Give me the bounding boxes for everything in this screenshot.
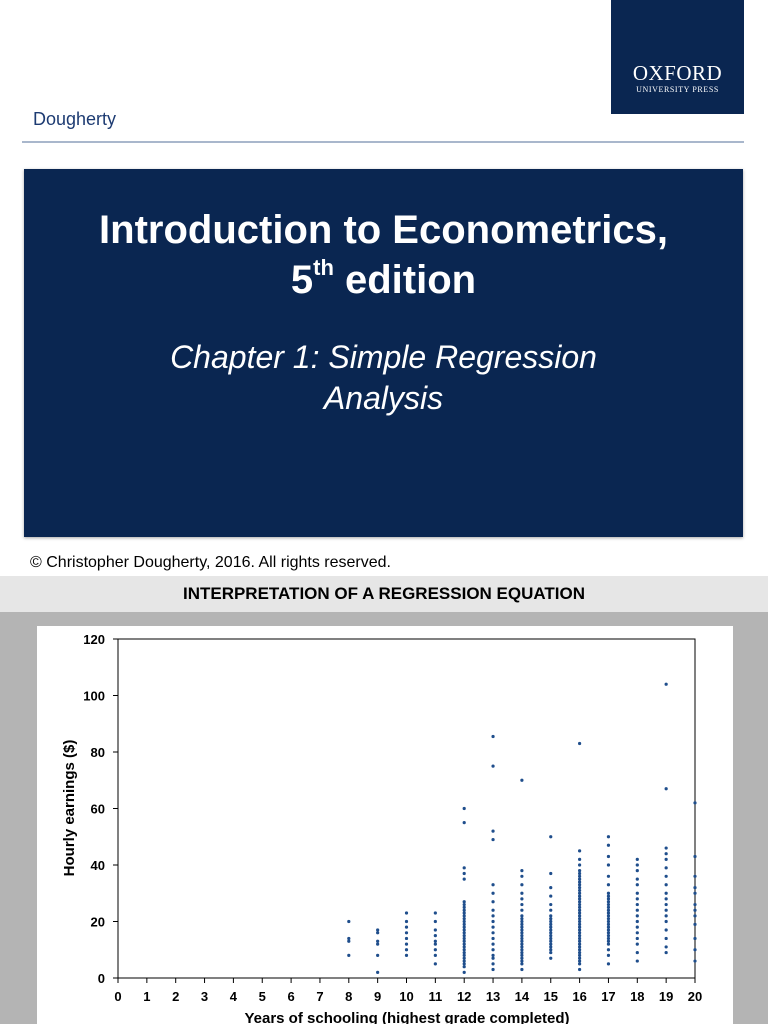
data-point (549, 894, 552, 897)
data-point (693, 948, 696, 951)
data-point (549, 914, 552, 917)
data-point (607, 920, 610, 923)
data-point (491, 900, 494, 903)
data-point (607, 948, 610, 951)
data-point (578, 957, 581, 960)
data-point (491, 892, 494, 895)
data-point (376, 931, 379, 934)
data-point (520, 909, 523, 912)
data-point (405, 920, 408, 923)
data-point (405, 911, 408, 914)
data-point (549, 934, 552, 937)
data-point (636, 863, 639, 866)
data-point (463, 900, 466, 903)
y-tick-label: 100 (83, 688, 105, 704)
data-point (607, 943, 610, 946)
chart-panel (37, 626, 733, 1024)
chapter-title-line2: Analysis (323, 380, 444, 416)
data-point (665, 928, 668, 931)
data-point (665, 909, 668, 912)
data-point (607, 911, 610, 914)
data-point (463, 878, 466, 881)
book-title-line2 (24, 255, 743, 305)
data-point (636, 878, 639, 881)
data-point (491, 883, 494, 886)
chapter-title (24, 337, 743, 419)
data-point (665, 945, 668, 948)
data-point (520, 962, 523, 965)
data-point (549, 943, 552, 946)
data-point (636, 926, 639, 929)
data-point (463, 962, 466, 965)
data-point (636, 959, 639, 962)
edition-word: edition (333, 258, 477, 302)
data-point (463, 928, 466, 931)
data-point (491, 914, 494, 917)
data-point (434, 911, 437, 914)
x-tick-label: 10 (399, 989, 414, 1004)
x-tick-label: 17 (601, 989, 616, 1004)
data-point (491, 830, 494, 833)
data-point (636, 920, 639, 923)
data-point (347, 920, 350, 923)
data-point (520, 914, 523, 917)
data-point (520, 959, 523, 962)
x-tick-label: 1 (143, 989, 151, 1004)
data-point (549, 835, 552, 838)
data-point (693, 937, 696, 940)
data-point (665, 852, 668, 855)
data-point (693, 875, 696, 878)
y-axis-ticks (83, 632, 118, 986)
data-point (520, 943, 523, 946)
data-point (434, 934, 437, 937)
data-point (636, 914, 639, 917)
x-tick-label: 9 (374, 989, 382, 1004)
data-point (549, 937, 552, 940)
data-point (607, 914, 610, 917)
data-point (549, 909, 552, 912)
data-point (607, 937, 610, 940)
data-point (607, 923, 610, 926)
chapter-title-line1: Chapter 1: Simple Regression (170, 339, 597, 375)
data-point (578, 923, 581, 926)
data-point (347, 954, 350, 957)
data-point (578, 869, 581, 872)
data-point (578, 940, 581, 943)
author-name: Dougherty (33, 109, 117, 129)
data-point (607, 900, 610, 903)
data-point (693, 801, 696, 804)
x-tick-label: 20 (687, 989, 703, 1004)
data-point (463, 821, 466, 824)
data-point (607, 934, 610, 937)
data-point (693, 886, 696, 889)
data-point (607, 897, 610, 900)
data-point (578, 872, 581, 875)
data-point (636, 897, 639, 900)
data-point (463, 945, 466, 948)
data-point (607, 894, 610, 897)
data-point (578, 886, 581, 889)
data-point (463, 917, 466, 920)
data-point (463, 954, 466, 957)
data-point (434, 943, 437, 946)
data-point (607, 855, 610, 858)
data-point (549, 948, 552, 951)
data-point (636, 951, 639, 954)
data-point (665, 683, 668, 686)
data-point (549, 886, 552, 889)
data-point (665, 787, 668, 790)
data-point (405, 926, 408, 929)
data-point (693, 892, 696, 895)
x-tick-label: 7 (316, 989, 324, 1004)
data-point (578, 954, 581, 957)
data-point (636, 858, 639, 861)
data-point (578, 920, 581, 923)
data-point (578, 943, 581, 946)
data-point (578, 892, 581, 895)
data-point (693, 923, 696, 926)
data-point (520, 948, 523, 951)
x-tick-label: 12 (456, 989, 472, 1004)
data-point (491, 957, 494, 960)
data-point (549, 957, 552, 960)
data-point (636, 943, 639, 946)
data-point (491, 909, 494, 912)
data-point (520, 931, 523, 934)
data-point (405, 931, 408, 934)
data-point (405, 954, 408, 957)
x-axis-label: Years of schooling (highest grade completed) (244, 1010, 570, 1024)
data-point (463, 926, 466, 929)
header-divider (22, 141, 744, 143)
data-point (491, 735, 494, 738)
data-point (549, 928, 552, 931)
data-point (665, 875, 668, 878)
data-point (463, 951, 466, 954)
data-point (578, 914, 581, 917)
data-point (434, 948, 437, 951)
data-point (463, 906, 466, 909)
data-point (578, 875, 581, 878)
data-point (578, 926, 581, 929)
x-axis-ticks (114, 978, 702, 1004)
data-point (520, 892, 523, 895)
data-point (520, 926, 523, 929)
data-point (549, 945, 552, 948)
data-point (549, 917, 552, 920)
data-point (607, 909, 610, 912)
data-point (463, 914, 466, 917)
data-point (491, 954, 494, 957)
data-point (607, 928, 610, 931)
data-point (636, 931, 639, 934)
data-point (549, 920, 552, 923)
data-point (491, 765, 494, 768)
data-point (463, 909, 466, 912)
data-point (636, 892, 639, 895)
data-point (578, 897, 581, 900)
data-point (463, 934, 466, 937)
data-point (636, 883, 639, 886)
data-point (347, 940, 350, 943)
data-point (463, 943, 466, 946)
edition-number: 5 (290, 258, 314, 302)
x-tick-label: 5 (258, 989, 266, 1004)
data-point (665, 892, 668, 895)
data-point (607, 875, 610, 878)
data-point (347, 937, 350, 940)
book-title-line1: Introduction to Econometrics, (99, 208, 668, 252)
data-point (578, 962, 581, 965)
data-point (491, 962, 494, 965)
data-point (549, 923, 552, 926)
x-tick-label: 13 (485, 989, 501, 1004)
data-point (463, 807, 466, 810)
y-axis-label: Hourly earnings ($) (61, 739, 78, 877)
x-tick-label: 11 (428, 989, 443, 1004)
x-tick-label: 2 (172, 989, 180, 1004)
data-point (578, 906, 581, 909)
data-point (520, 957, 523, 960)
data-point (434, 940, 437, 943)
data-point (463, 931, 466, 934)
data-point (549, 951, 552, 954)
data-point (434, 928, 437, 931)
x-tick-label: 18 (630, 989, 645, 1004)
data-point (665, 937, 668, 940)
data-point (520, 897, 523, 900)
x-tick-label: 8 (345, 989, 353, 1004)
data-point (578, 889, 581, 892)
data-point (463, 903, 466, 906)
x-tick-label: 3 (200, 989, 209, 1004)
data-point (463, 971, 466, 974)
data-point (434, 962, 437, 965)
data-point (491, 838, 494, 841)
data-point (520, 869, 523, 872)
data-point (549, 940, 552, 943)
data-point (463, 920, 466, 923)
data-point (520, 928, 523, 931)
data-point (434, 954, 437, 957)
x-tick-label: 6 (287, 989, 295, 1004)
data-point (578, 931, 581, 934)
x-tick-label: 0 (114, 989, 122, 1004)
data-point (520, 875, 523, 878)
data-point (549, 903, 552, 906)
data-point (607, 962, 610, 965)
data-point (607, 940, 610, 943)
data-point (607, 844, 610, 847)
data-point (405, 948, 408, 951)
data-points (347, 683, 696, 974)
data-point (607, 903, 610, 906)
data-point (578, 911, 581, 914)
data-point (636, 903, 639, 906)
data-point (520, 968, 523, 971)
logo-wordmark: OXFORD (632, 61, 723, 85)
data-point (578, 858, 581, 861)
data-point (665, 897, 668, 900)
data-point (520, 923, 523, 926)
data-point (693, 959, 696, 962)
data-point (376, 940, 379, 943)
data-point (636, 909, 639, 912)
data-point (520, 779, 523, 782)
data-point (463, 948, 466, 951)
data-point (491, 948, 494, 951)
data-point (434, 920, 437, 923)
data-point (665, 951, 668, 954)
data-point (693, 903, 696, 906)
data-point (607, 892, 610, 895)
data-point (520, 945, 523, 948)
logo-subtitle: UNIVERSITY PRESS (636, 85, 719, 94)
data-point (463, 957, 466, 960)
data-point (665, 846, 668, 849)
data-point (491, 931, 494, 934)
data-point (463, 866, 466, 869)
data-point (578, 863, 581, 866)
data-point (463, 911, 466, 914)
data-point (491, 968, 494, 971)
data-point (665, 914, 668, 917)
data-point (491, 943, 494, 946)
data-point (520, 951, 523, 954)
data-point (665, 866, 668, 869)
data-point (636, 937, 639, 940)
data-point (520, 920, 523, 923)
y-tick-label: 80 (90, 745, 105, 760)
data-point (463, 940, 466, 943)
data-point (520, 917, 523, 920)
data-point (578, 880, 581, 883)
data-point (578, 948, 581, 951)
data-point (549, 872, 552, 875)
data-point (607, 906, 610, 909)
data-point (665, 920, 668, 923)
data-point (463, 959, 466, 962)
data-point (578, 945, 581, 948)
x-tick-label: 14 (514, 989, 530, 1004)
data-point (607, 863, 610, 866)
data-point (549, 926, 552, 929)
data-point (693, 914, 696, 917)
data-point (607, 835, 610, 838)
copyright-notice: © Christopher Dougherty, 2016. All rights reserved. (30, 554, 391, 571)
data-point (578, 903, 581, 906)
data-point (578, 878, 581, 881)
x-tick-label: 4 (229, 989, 238, 1004)
data-point (491, 920, 494, 923)
y-tick-label: 60 (90, 801, 105, 817)
book-title (24, 205, 743, 305)
data-point (578, 951, 581, 954)
data-point (578, 928, 581, 931)
x-tick-label: 19 (658, 989, 674, 1004)
data-point (636, 869, 639, 872)
data-point (491, 926, 494, 929)
data-point (376, 954, 379, 957)
data-point (693, 855, 696, 858)
data-point (520, 940, 523, 943)
data-point (607, 926, 610, 929)
data-point (578, 959, 581, 962)
regression-slide (0, 576, 768, 1024)
data-point (549, 931, 552, 934)
data-point (607, 917, 610, 920)
data-point (463, 923, 466, 926)
data-point (463, 937, 466, 940)
data-point (578, 937, 581, 940)
data-point (520, 954, 523, 957)
slide-heading: INTERPRETATION OF A REGRESSION EQUATION (0, 576, 768, 612)
data-point (405, 937, 408, 940)
oxford-logo (611, 0, 744, 114)
data-point (578, 900, 581, 903)
data-point (665, 858, 668, 861)
data-point (578, 934, 581, 937)
data-point (607, 883, 610, 886)
data-point (578, 909, 581, 912)
data-point (607, 931, 610, 934)
data-point (665, 903, 668, 906)
data-point (405, 943, 408, 946)
data-point (578, 894, 581, 897)
data-point (578, 883, 581, 886)
data-point (520, 903, 523, 906)
scatter-chart (37, 626, 733, 1024)
data-point (578, 968, 581, 971)
data-point (376, 971, 379, 974)
y-tick-label: 20 (90, 914, 105, 930)
y-tick-label: 120 (83, 632, 105, 647)
data-point (376, 943, 379, 946)
data-point (520, 934, 523, 937)
data-point (520, 883, 523, 886)
data-point (578, 742, 581, 745)
data-point (463, 965, 466, 968)
data-point (607, 954, 610, 957)
x-tick-label: 15 (543, 989, 558, 1004)
data-point (520, 937, 523, 940)
edition-suffix: th (313, 255, 334, 280)
data-point (693, 909, 696, 912)
x-tick-label: 16 (572, 989, 587, 1004)
data-point (491, 937, 494, 940)
y-tick-label: 0 (97, 971, 105, 986)
data-point (376, 928, 379, 931)
title-panel (24, 169, 743, 537)
data-point (578, 849, 581, 852)
data-point (665, 883, 668, 886)
y-tick-label: 40 (90, 858, 105, 873)
data-point (578, 917, 581, 920)
data-point (463, 872, 466, 875)
